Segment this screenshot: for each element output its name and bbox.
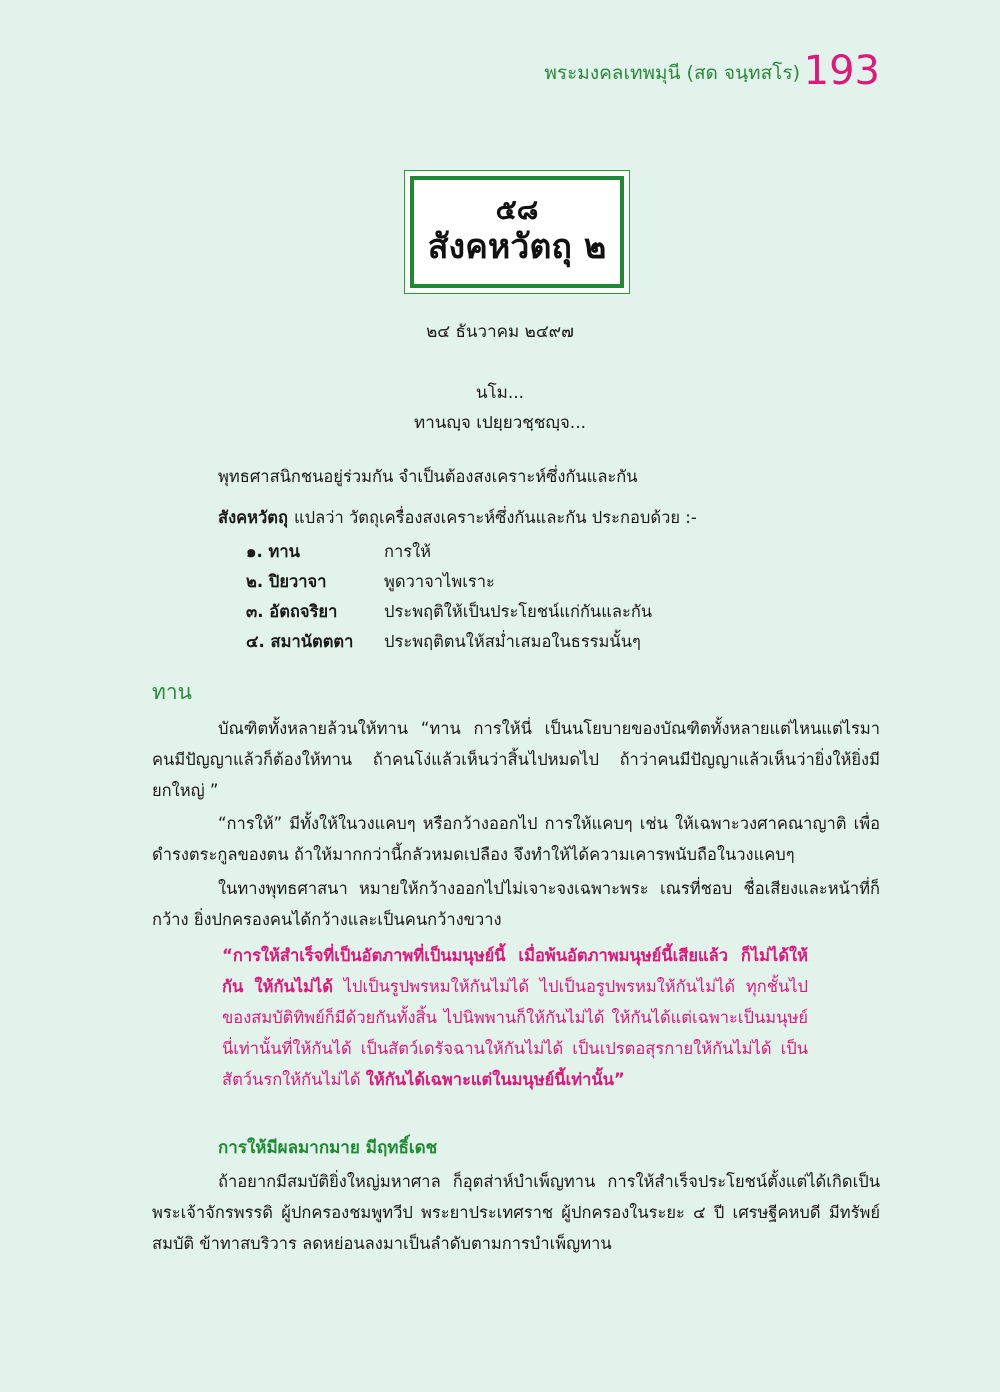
list-item-meaning: การให้ bbox=[384, 542, 432, 561]
list-item-term: ๑. ทาน bbox=[246, 542, 300, 561]
sermon-date: ๒๔ ธันวาคม ๒๔๙๗ bbox=[426, 322, 574, 342]
body-paragraph: ในทางพุทธศาสนา หมายให้กว้างออกไปไม่เจาะจงเฉพาะพระ เณรที่ชอบ ชื่อเสียงและหน้าที่ก็กว้าง ยิ่งปกครองคนได้กว้างและเป็นคนกว้างขวาง bbox=[152, 879, 880, 929]
list-item bbox=[246, 627, 652, 657]
list-item bbox=[246, 597, 652, 627]
list-item-meaning: ประพฤติตนให้สม่ำเสมอในธรรมนั้นๆ bbox=[384, 632, 641, 651]
list-item bbox=[246, 567, 652, 597]
invocation-line-1: นโม... bbox=[475, 383, 525, 403]
subheading: การให้มีผลมากมาย มีฤทธิ์เดช bbox=[218, 1138, 438, 1158]
chapter-title-frame bbox=[410, 176, 624, 288]
list-item bbox=[246, 537, 652, 567]
quote-middle: ไปเป็นรูปพรหมให้กันไม่ได้ ไปเป็นอรูปพรหมให้กันไม่ได้ ทุกชั้นไป ของสมบัติทิพย์ก็มีด้วยกันทั้งสิ้น ไปนิพพานก็ให้กันไม่ได้ ให้กันได้แต่เฉพาะเป็นมนุษย์นี่เท่านั้นที่ให้กันได้ เป็นสัตว์เดรัจฉานให้กันไม่ได้ เป็นเปรตอสุรกายให้กันไม่ได้ เป็นสัตว์นรกให้กันไม่ได้ bbox=[222, 977, 808, 1089]
highlighted-quote bbox=[222, 940, 808, 1095]
quote-bold-end: ให้กันได้เฉพาะแต่ในมนุษย์นี้เท่านั้น” bbox=[365, 1070, 625, 1089]
list-item-meaning: ประพฤติให้เป็นประโยชน์แก่กันและกัน bbox=[384, 602, 653, 621]
definition-text: แปลว่า วัตถุเครื่องสงเคราะห์ซึ่งกันและกัน ประกอบด้วย :- bbox=[294, 508, 697, 527]
quote-bold-start: “การให้สำเร็จที่เป็นอัตภาพที่เป็นมนุษย์นี้ เมื่อพ้นอัตภาพมนุษย์นี้เสียแล้ว ก็ไม่ได้ให้กัน ให้กันไม่ได้ bbox=[222, 946, 808, 996]
invocation bbox=[0, 378, 1000, 438]
list-item-meaning: พูดวาจาไพเราะ bbox=[384, 572, 495, 591]
author-name: พระมงคลเทพมุนี (สด จนฺทสโร) bbox=[544, 62, 800, 84]
chapter-number: ๕๘ bbox=[495, 192, 539, 226]
chapter-title-box bbox=[404, 170, 630, 294]
page-number: 193 bbox=[803, 48, 880, 94]
chapter-title: สังคหวัตถุ ๒ bbox=[427, 227, 607, 268]
definition-term: สังคหวัตถุ bbox=[218, 508, 289, 527]
definition-line bbox=[218, 503, 697, 533]
body-paragraph: “การให้” มีทั้งให้ในวงแคบๆ หรือกว้างออกไป การให้แคบๆ เช่น ให้เฉพาะวงศาคณาญาติ เพื่อดำรงตระกูลของตน ถ้าให้มากกว่านี้กลัวหมดเปลือง จึงทำให้ได้ความเคารพนับถือในวงแคบๆ bbox=[152, 814, 880, 864]
body-paragraph: บัณฑิตทั้งหลายล้วนให้ทาน “ทาน การให้นี่ เป็นนโยบายของบัณฑิตทั้งหลายแต่ไหนแต่ไรมา คนมีปัญญาแล้วก็ต้องให้ทาน ถ้าคนโง่แล้วเห็นว่าสิ้นไปหมดไป ถ้าว่าคนมีปัญญาแล้วเห็นว่ายิ่งให้ยิ่งมียกใหญ่ ” bbox=[152, 719, 880, 800]
list-item-term: ๔. สมานัตตตา bbox=[246, 632, 354, 651]
section-heading: ทาน bbox=[152, 680, 192, 704]
invocation-line-2: ทานญฺจ เปยฺยวชฺชญฺจ... bbox=[413, 413, 587, 433]
list-item-term: ๓. อัตถจริยา bbox=[246, 602, 338, 621]
intro-line: พุทธศาสนิกชนอยู่ร่วมกัน จำเป็นต้องสงเคราะห์ซึ่งกันและกัน bbox=[218, 467, 638, 486]
virtue-list bbox=[246, 537, 652, 657]
list-item-term: ๒. ปิยวาจา bbox=[246, 572, 327, 591]
body-paragraph: ถ้าอยากมีสมบัติยิ่งใหญ่มหาศาล ก็อุตส่าห์บำเพ็ญทาน การให้สำเร็จประโยชน์ตั้งแต่ได้เกิดเป็นพระเจ้าจักรพรรดิ ผู้ปกครองชมพูทวีป พระยาประเทศราช ผู้ปกครองในระยะ ๔ ปี เศรษฐีคหบดี มีทรัพย์สมบัติ ข้าทาสบริวาร ลดหย่อนลงมาเป็นลำดับตามการบำเพ็ญทาน bbox=[152, 1172, 880, 1253]
